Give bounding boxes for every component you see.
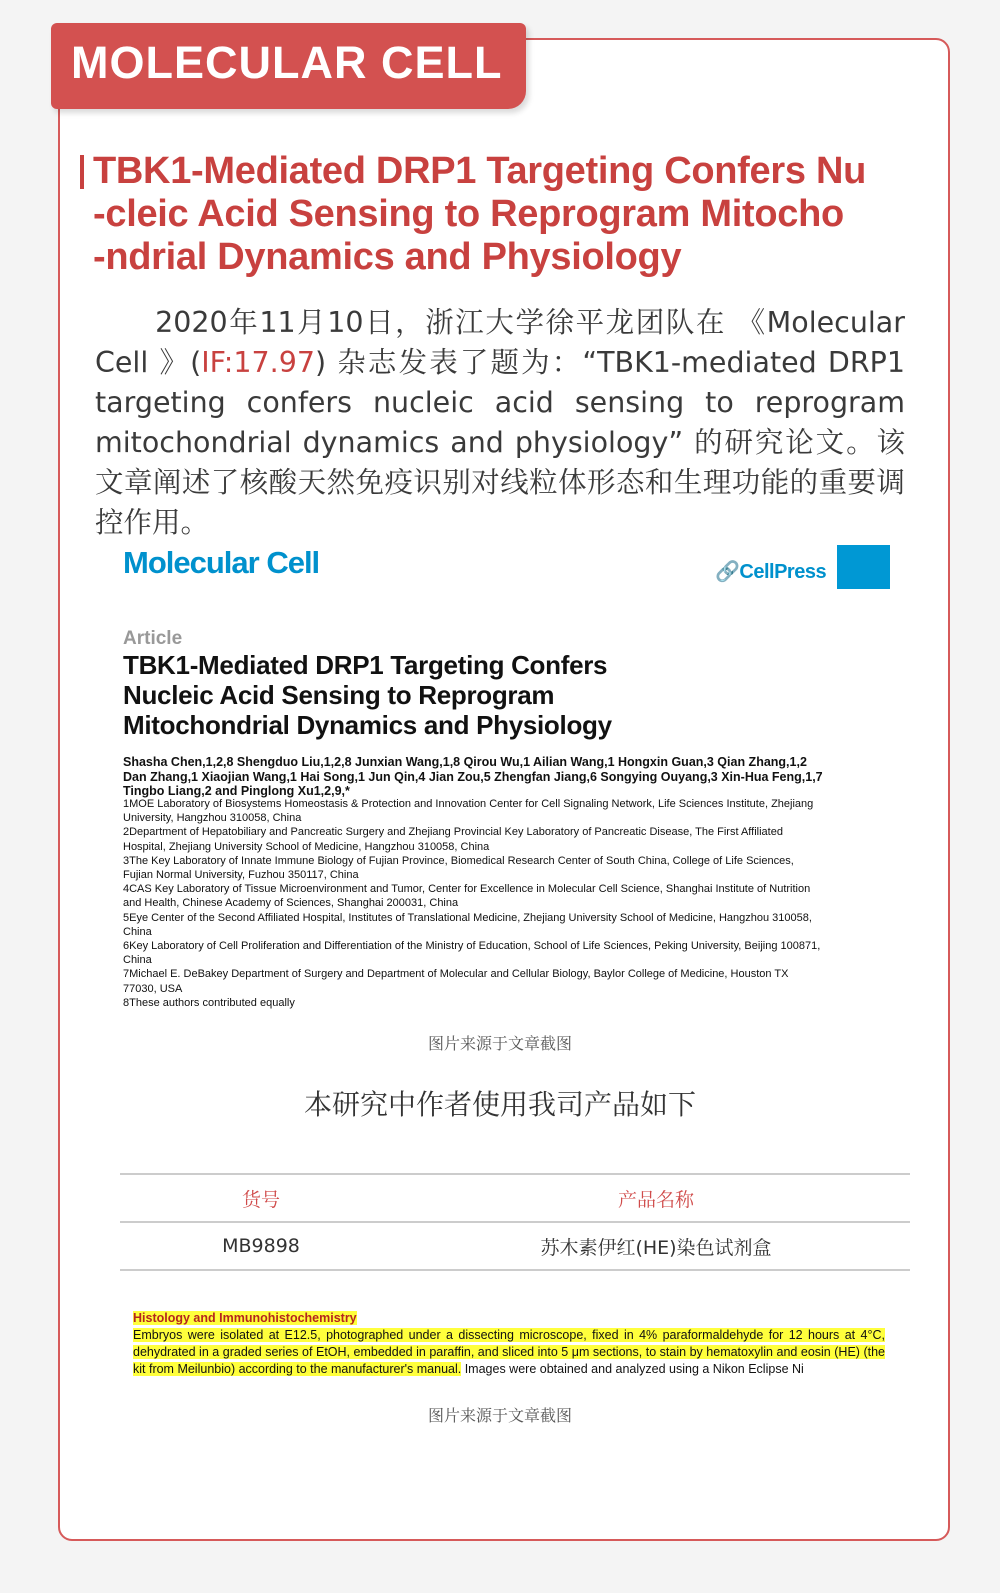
publisher-name: CellPress: [739, 561, 827, 583]
table-row: [120, 1222, 910, 1270]
affiliation: 2Department of Hepatobiliary and Pancreatic Surgery and Zhejiang Provincial Key Laboratory of Pancreatic Disease, The First Affiliated Hospital, Zhejiang University School of Medicine, Hangzhou 310058, China: [123, 826, 783, 853]
affiliation: 3The Key Laboratory of Innate Immune Biology of Fujian Province, Biomedical Research Center of South China, College of Life Sciences, Fujian Normal University, Fuzhou 350117, China: [123, 854, 794, 882]
headline-line: TBK1-Mediated DRP1 Targeting Confers Nu: [93, 150, 866, 192]
title-accent-bar: [80, 155, 84, 189]
affiliations: [123, 797, 823, 1010]
paper-title: [123, 650, 612, 740]
journal-logo: Molecular Cell: [123, 545, 320, 580]
paper-title-line: Mitochondrial Dynamics and Physiology: [123, 710, 612, 740]
article-label: Article: [123, 628, 183, 649]
intro-part1: 2020年11月10日，浙江大学徐平龙团队在 《Molecular Cell 》(: [95, 306, 905, 379]
affiliation: 6Key Laboratory of Cell Proliferation and Differentiation of the Ministry of Education, School of Life Sciences, Peking University, Beijing 100871, China: [123, 940, 821, 967]
intro-part2: ) 杂志发表了题为：“TBK1-mediated DRP1 targeting confers nucleic acid sensing to reprogram mitochondrial dynamics and physiology” 的研究论文。该文章阐述了核酸天然免疫识别对线粒体形态和生理功能的重要调控作用。: [95, 346, 905, 539]
methods-rest: Images were obtained and analyzed using a Nikon Eclipse Ni: [461, 1362, 804, 1376]
affiliation: 1MOE Laboratory of Biosystems Homeostasis & Protection and Innovation Center for Cell Signaling Network, Life Sciences Institute, Zhejiang University, Hangzhou 310058, China: [123, 798, 814, 825]
header-code: 货号: [241, 1188, 280, 1211]
image-caption: 图片来源于文章截图: [427, 1406, 572, 1425]
image-caption: 图片来源于文章截图: [427, 1034, 572, 1053]
intro-paragraph: [95, 303, 905, 543]
link-icon: 🔗: [715, 561, 740, 583]
highlighted-text: Embryos were isolated at E12.5, photographed under a dissecting microscope, fixed in 4% paraformaldehyde for 12 hours at 4°C, dehydrated in a graded series of EtOH, embedded in paraffin, and sliced into 5 μm sections, to stain by hematoxylin and eosin (HE) (the kit from Meilunbio) according to the manufacturer's manual.: [133, 1328, 885, 1376]
methods-heading: Histology and Immunohistochemistry: [133, 1311, 357, 1325]
affiliation: 5Eye Center of the Second Affiliated Hospital, Institutes of Translational Medicine, Zhejiang University School of Medicine, Hangzhou 310058, China: [123, 911, 812, 938]
publisher-logo: [715, 559, 826, 584]
article-headline: [93, 150, 923, 279]
product-code: MB9898: [222, 1235, 300, 1257]
paper-screenshot: [120, 545, 910, 1025]
paper-title-line: TBK1-Mediated DRP1 Targeting Confers: [123, 650, 608, 680]
affiliation: 7Michael E. DeBakey Department of Surgery and Department of Molecular and Cellular Biology, Baylor College of Medicine, Houston TX 77030, USA: [123, 968, 789, 995]
headline-line: -cleic Acid Sensing to Reprogram Mitocho: [93, 193, 844, 235]
header-label: MOLECULAR CELL: [71, 37, 503, 88]
paper-title-line: Nucleic Acid Sensing to Reprogram: [123, 680, 555, 710]
section-heading: 本研究中作者使用我司产品如下: [303, 1088, 696, 1121]
header-tab: [51, 23, 526, 109]
author-list: Shasha Chen,1,2,8 Shengduo Liu,1,2,8 Junxian Wang,1,8 Qirou Wu,1 Ailian Wang,1 Hongxin Guan,3 Qian Zhang,1,2 Dan Zhang,1 Xiaojian Wang,1 Hai Song,1 Jun Qin,4 Jian Zou,5 Zhengfan Jiang,6 Songying Ouyang,3 Xin-Hua Feng,1,7 Tingbo Liang,2 and Pinglong Xu1,2,9,*: [123, 755, 823, 798]
affiliation: 8These authors contributed equally: [123, 996, 295, 1009]
table-header-row: [120, 1174, 910, 1222]
product-table: [120, 1173, 910, 1271]
header-name: 产品名称: [617, 1188, 694, 1211]
impact-factor: IF:17.97: [201, 346, 315, 379]
affiliation: 4CAS Key Laboratory of Tissue Microenvironment and Tumor, Center for Excellence in Molecular Cell Science, Shanghai Institute of Nutrition and Health, Chinese Academy of Sciences, Shanghai 200031, China: [123, 883, 811, 910]
headline-line: -ndrial Dynamics and Physiology: [93, 236, 682, 278]
publisher-square-icon: [837, 545, 890, 589]
product-name: 苏木素伊红(HE)染色试剂盒: [540, 1236, 772, 1259]
methods-excerpt: [133, 1310, 885, 1378]
